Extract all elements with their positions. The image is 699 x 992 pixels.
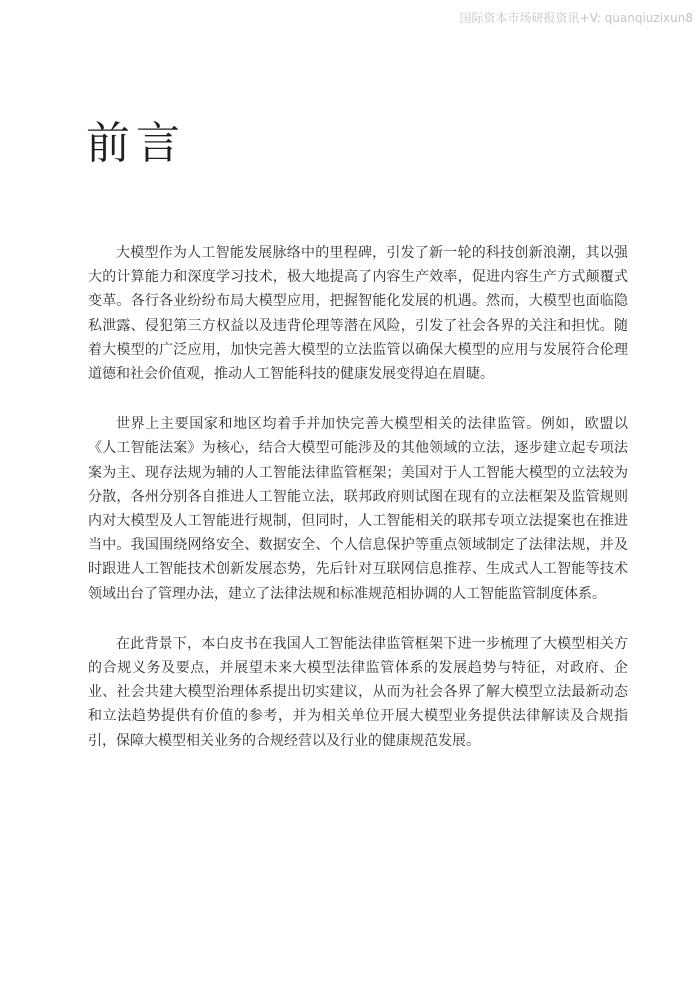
- paragraph-1: 大模型作为人工智能发展脉络中的里程碑，引发了新一轮的科技创新浪潮，其以强大的计算能力和深度学习技术，极大地提高了内容生产效率，促进内容生产方式颠覆式变革。各行各业纷纷布局大模型应用，把握智能化发展的机遇。然而，大模型也面临隐私泄露、侵犯第三方权益以及违背伦理等潜在风险，引发了社会各界的关注和担忧。随着大模型的广泛应用，加快完善大模型的立法监管以确保大模型的应用与发展符合伦理道德和社会价值观，推动人工智能科技的健康发展变得迫在眉睫。: [88, 245, 628, 383]
- paragraph-2: 世界上主要国家和地区均着手并加快完善大模型相关的法律监管。例如，欧盟以《人工智能法案》为核心，结合大模型可能涉及的其他领域的立法，逐步建立起专项法案为主、现存法规为辅的人工智能法律监管框架；美国对于人工智能大模型的立法较为分散，各州分别各自推进人工智能立法，联邦政府则试图在现有的立法框架及监管规则内对大模型及人工智能进行规制，但同时，人工智能相关的联邦专项立法提案也在推进当中。我国围绕网络安全、数据安全、个人信息保护等重点领域制定了法律法规，并及时跟进人工智能技术创新发展态势，先后针对互联网信息推荐、生成式人工智能等技术领域出台了管理办法，建立了法律法规和标准规范相协调的人工智能监管制度体系。: [88, 416, 628, 602]
- paragraph-3: 在此背景下，本白皮书在我国人工智能法律监管框架下进一步梳理了大模型相关方的合规义务及要点，并展望未来大模型法律监管体系的发展趋势与特征，对政府、企业、社会共建大模型治理体系提出切实建议，从而为社会各界了解大模型立法最新动态和立法趋势提供有价值的参考，并为相关单位开展大模型业务提供法律解读及合规指引，保障大模型相关业务的合规经营以及行业的健康规范发展。: [88, 635, 628, 749]
- watermark-text: 国际资本市场研报资讯+V: quanqiuzixun8: [459, 11, 693, 25]
- body-text: [88, 241, 628, 779]
- page-title: 前言: [86, 118, 186, 169]
